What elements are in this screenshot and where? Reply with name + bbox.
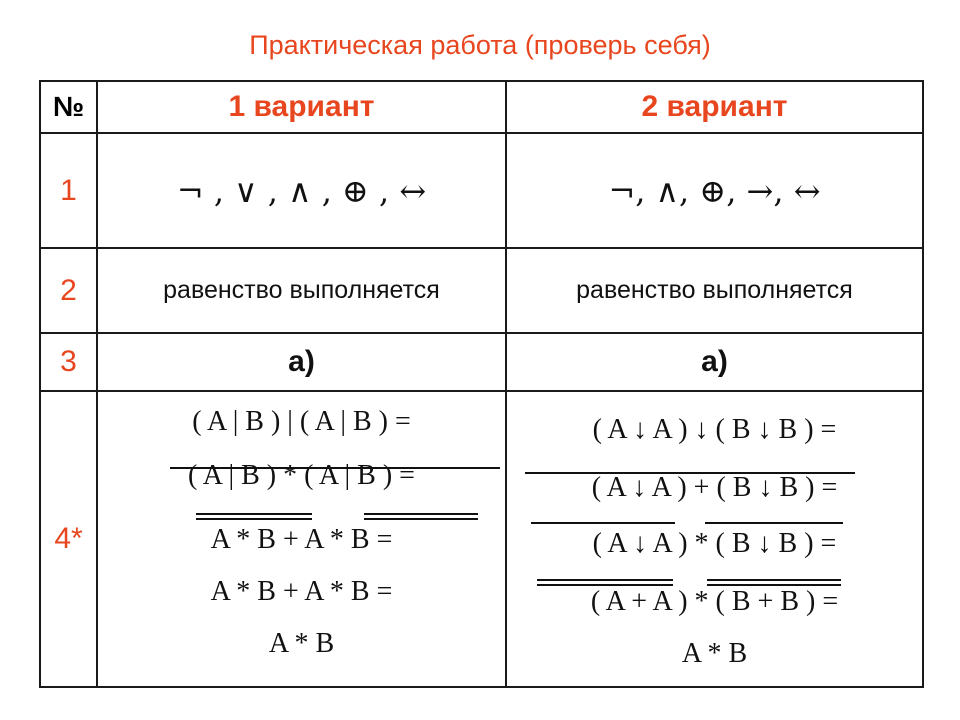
header-number: № bbox=[40, 81, 97, 133]
negation-bar bbox=[531, 522, 675, 524]
variant-1-derivation bbox=[98, 392, 505, 686]
page-title: Практическая работа (проверь себя) bbox=[249, 30, 711, 60]
header-variant-1: 1 вариант bbox=[97, 81, 506, 133]
derivation-line: A * B bbox=[268, 628, 335, 659]
derivation-line: ( A ↓ A ) * ( B ↓ B ) = bbox=[592, 528, 837, 559]
answers-table bbox=[39, 80, 924, 688]
derivation-line: ( A + A ) * ( B + B ) = bbox=[590, 586, 839, 617]
table-row bbox=[40, 248, 923, 333]
derivation-line: ( A | B ) * ( A | B ) = bbox=[188, 460, 415, 491]
variant-2-answer: а) bbox=[506, 333, 923, 391]
variant-1-answer: а) bbox=[97, 333, 506, 391]
variant-1-operations: ¬ , ∨ , ∧ , ⊕ , ↔ bbox=[97, 133, 506, 248]
double-negation-bar bbox=[364, 513, 478, 520]
table-row bbox=[40, 133, 923, 248]
derivation-line: A * B bbox=[681, 638, 748, 669]
row-number: 2 bbox=[40, 248, 97, 333]
double-negation-bar bbox=[707, 579, 841, 586]
row-number: 3 bbox=[40, 333, 97, 391]
derivation-line: ( A ↓ A ) + ( B ↓ B ) = bbox=[591, 472, 838, 503]
derivation-line: A * B + A * B = bbox=[210, 524, 393, 555]
variant-2-operations: ¬, ∧, ⊕, →, ↔ bbox=[506, 133, 923, 248]
table-row bbox=[40, 391, 923, 687]
derivation-line: ( A | B ) | ( A | B ) = bbox=[192, 406, 411, 437]
negation-bar bbox=[705, 522, 843, 524]
double-negation-bar bbox=[537, 579, 673, 586]
header-variant-2: 2 вариант bbox=[506, 81, 923, 133]
variant-1-answer: равенство выполняется bbox=[97, 248, 506, 333]
row-number: 1 bbox=[40, 133, 97, 248]
variant-2-derivation bbox=[507, 392, 922, 686]
table-header-row bbox=[40, 81, 923, 133]
derivation-line: ( A ↓ A ) ↓ ( B ↓ B ) = bbox=[592, 414, 837, 445]
variant-2-answer: равенство выполняется bbox=[506, 248, 923, 333]
double-negation-bar bbox=[196, 513, 312, 520]
row-number: 4* bbox=[40, 391, 97, 687]
table-row bbox=[40, 333, 923, 391]
derivation-line: A * B + A * B = bbox=[210, 576, 393, 607]
